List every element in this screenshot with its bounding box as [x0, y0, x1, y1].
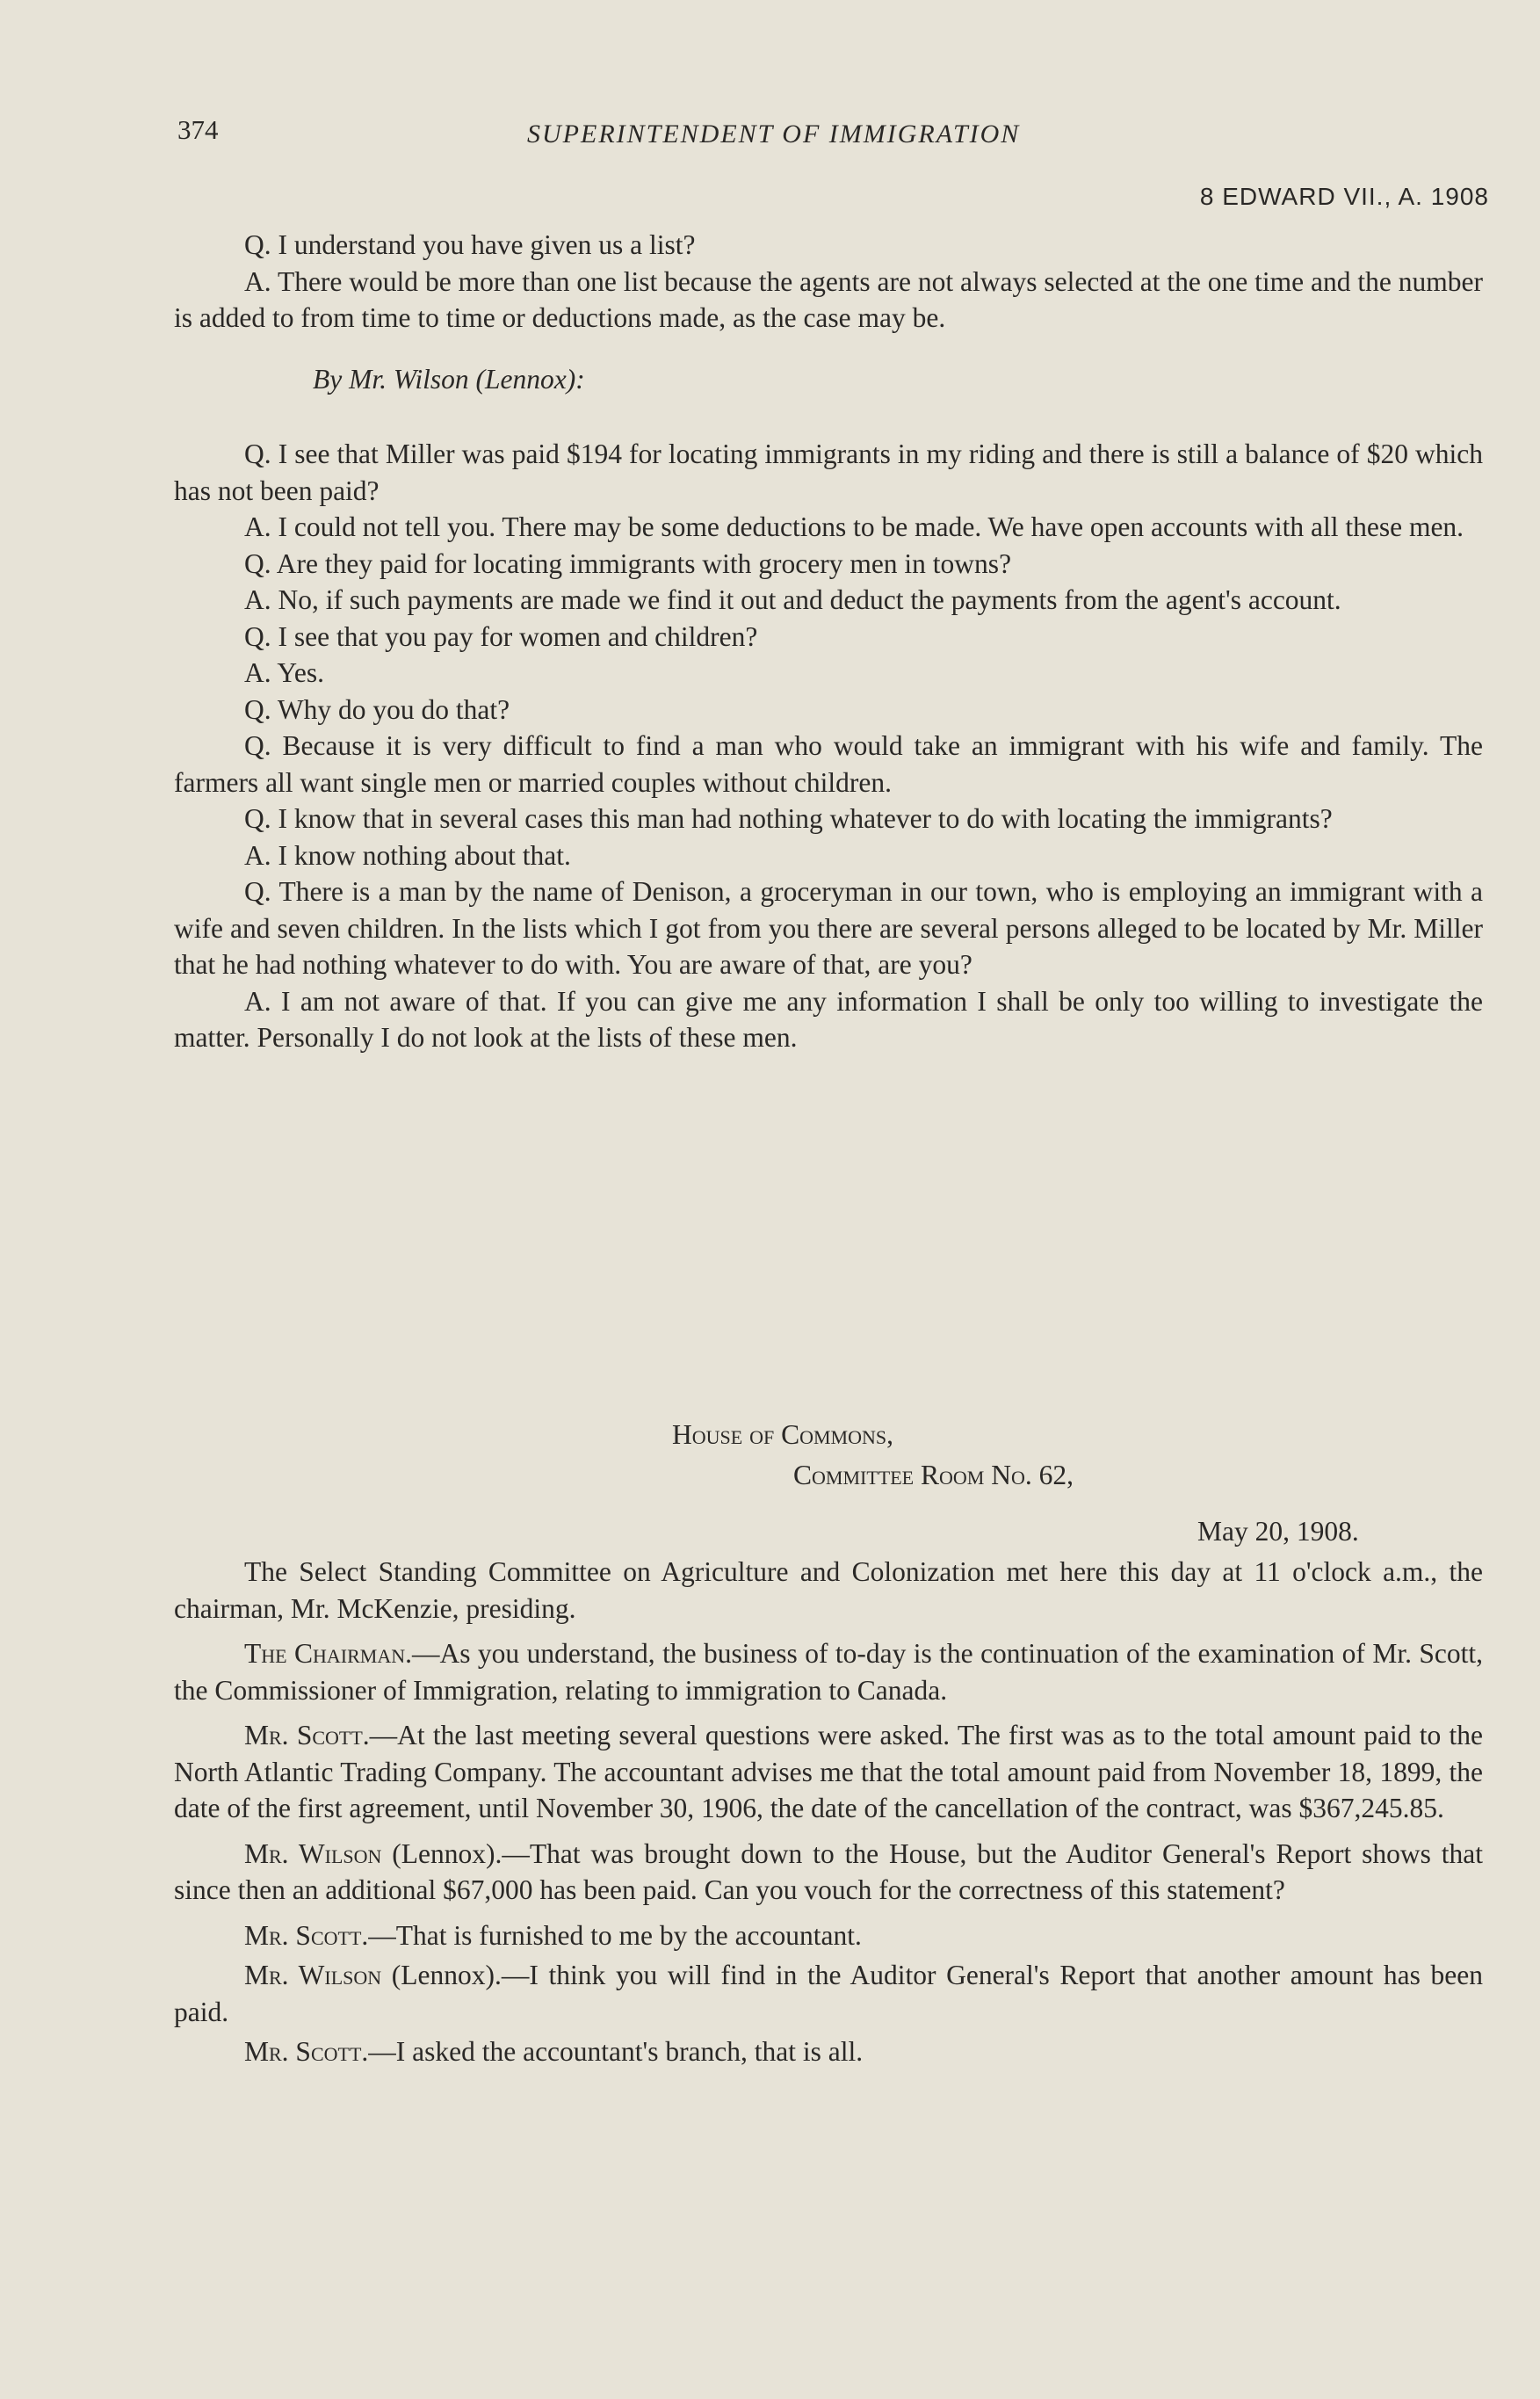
speech-text: —That is furnished to me by the accountant.	[368, 1919, 862, 1951]
speaker-heading: By Mr. Wilson (Lennox):	[313, 363, 585, 395]
question-paragraph: Q. I understand you have given us a list?	[244, 229, 696, 260]
committee-room-line: Committee Room No. 62,	[793, 1460, 1074, 1490]
answer-paragraph: A. There would be more than one list because the agents are not always selected at the one time and the number is added to from time to time or deductions made, as the case may be.	[174, 265, 1483, 333]
speech-text: —I asked the accountant's branch, that is all.	[368, 2036, 864, 2067]
speaker-name: Mr. Scott.	[244, 1720, 370, 1750]
question-paragraph: Q. Are they paid for locating immigrants with grocery men in towns?	[244, 547, 1012, 579]
speech-paragraph	[174, 1957, 1483, 2030]
meeting-opening-paragraph: The Select Standing Committee on Agriculture and Colonization met here this day at 11 o'clock a.m., the chairman, Mr. McKenzie, presiding.	[174, 1556, 1483, 1624]
speaker-name: Mr. Scott.	[244, 2036, 369, 2067]
question-paragraph: Q. There is a man by the name of Denison, a groceryman in our town, who is employing an immigrant with a wife and seven children. In the lists which I got from you there are several persons alleged to be located by Mr. Miller that he had nothing whatever to do with. You are aware of that, are you?	[174, 876, 1483, 980]
page-number: 374	[177, 114, 219, 145]
answer-paragraph: A. Yes.	[244, 657, 325, 688]
speech-paragraph	[174, 1635, 1483, 1708]
speech-text: (Lennox).—That was brought down to the House, but the Auditor General's Report shows that since then an additional $67,000 has been paid. Can you vouch for the correctness of this statement?	[174, 1837, 1484, 1905]
answer-paragraph: A. No, if such payments are made we find it out and deduct the payments from the agent's account.	[244, 584, 1341, 615]
answer-paragraph: A. I could not tell you. There may be some deductions to be made. We have open accounts with all these men.	[244, 511, 1464, 542]
speaker-name: Mr. Wilson	[244, 1837, 382, 1869]
answer-paragraph: A. I know nothing about that.	[244, 839, 571, 871]
reign-note: 8 EDWARD VII., A. 1908	[1199, 183, 1489, 210]
house-of-commons-line: House of Commons,	[672, 1419, 893, 1450]
speech-paragraph	[174, 1836, 1483, 1909]
speech-text: —At the last meeting several questions were asked. The first was as to the total amount paid to the North Atlantic Trading Company. The accountant advises me that the total amount paid from November 18, 1899, the date of the first agreement, until November 30, 1906, the date of the cancellation of the contract, was $367,245.85.	[174, 1720, 1484, 1823]
speech-text: —As you understand, the business of to-day is the continuation of the examination of Mr. Scott, the Commissioner of Immigration, relating to immigration to Canada.	[174, 1638, 1484, 1706]
question-paragraph: Q. Because it is very difficult to find a man who would take an immigrant with his wife and family. The farmers all want single men or married couples without children.	[174, 730, 1483, 798]
speech-paragraph	[174, 1717, 1483, 1827]
question-paragraph: Q. Why do you do that?	[244, 693, 510, 725]
question-paragraph: Q. I know that in several cases this man had nothing whatever to do with locating the immigrants?	[244, 803, 1333, 834]
speech-paragraph	[174, 2033, 1483, 2070]
speaker-name: Mr. Wilson	[244, 1960, 382, 1990]
running-head: SUPERINTENDENT OF IMMIGRATION	[527, 120, 1021, 149]
question-paragraph: Q. I see that Miller was paid $194 for locating immigrants in my riding and there is still a balance of $20 which has not been paid?	[174, 438, 1483, 506]
speaker-name: Mr. Scott.	[244, 1919, 369, 1951]
testimony-upper	[174, 227, 1483, 1056]
speech-paragraph	[174, 1917, 1483, 1954]
speech-text: (Lennox).—I think you will find in the Auditor General's Report that another amount has been paid.	[174, 1960, 1483, 2027]
testimony-lower	[174, 1554, 1483, 2079]
question-paragraph: Q. I see that you pay for women and children?	[244, 620, 758, 652]
meeting-date: May 20, 1908.	[1197, 1516, 1359, 1547]
answer-paragraph: A. I am not aware of that. If you can give me any information I shall be only too willing to investigate the matter. Personally I do not look at the lists of these men.	[174, 985, 1483, 1053]
speaker-name: The Chairman.	[244, 1638, 412, 1669]
